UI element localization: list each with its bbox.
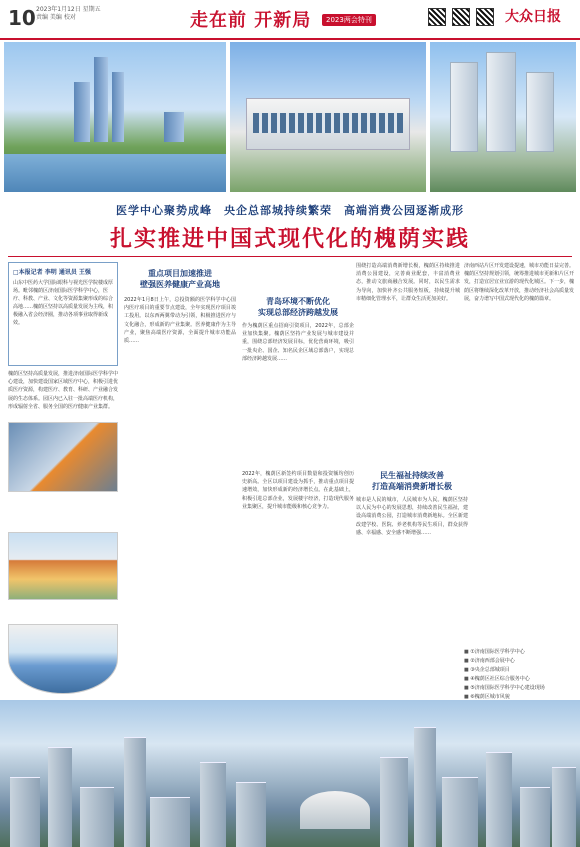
byline: □本报记者 李明 通讯员 王强 <box>13 269 91 276</box>
office-towers-photo <box>430 42 576 192</box>
section-heading-3: 民生福祉持续改善 打造高端消费新增长极 <box>372 471 452 491</box>
caption-item: ■ ⑤济南国际医学科学中心建设现场 <box>464 684 574 693</box>
section-body-2: 作为槐荫区重点招商引资项目，2022年，总部企业加快集聚。槐荫区坚持产业发展与城市建设并重，围绕总部经济发展目标，优化营商环境，吸引一批央企、国企、知名民企区域总部落户，实现总部经济跨越发展…… <box>242 323 354 362</box>
main-headline: 扎实推进中国式现代化的槐荫实践 <box>109 226 470 252</box>
divider <box>8 256 572 257</box>
special-badge: 2023两会特刊 <box>322 14 376 26</box>
column-text-2: 2022年，槐荫区新签约项目数量和投资额均创历史新高。全区以项目建设为抓手，推动重点项目提速增效，加快形成新的经济增长点。在此基础上，积极引进总部企业，发展楼宇经济，打造现代服务业集聚区，提升城市能级和核心竞争力。 <box>242 471 354 510</box>
date-line-1: 2023年1月12日 星期五 <box>36 6 101 13</box>
section-body-1: 2022年1月8日上午，总投资额的医学科学中心国内医疗项目的重要节点建设，全年实现医疗项目竣工投用。以东西两翼带动为引领，积极推进医疗与文化融合，形成新的产业集聚。医养健康作为主导产业，聚焦高端医疗资源，全面提升城市功能品质…… <box>124 297 236 345</box>
caption-item: ■ ⑥槐荫区城市风貌 <box>464 693 574 702</box>
sub-headline: 医学中心聚势成峰 央企总部城持续繁荣 高端消费公园逐渐成形 <box>116 204 464 217</box>
caption-item: ■ ①济南国际医学科学中心 <box>464 648 574 657</box>
section-heading-2: 青岛环境不断优化 实现总部经济跨越发展 <box>258 297 338 317</box>
qr-code-icon <box>428 8 446 26</box>
qr-code-icon <box>452 8 470 26</box>
column-text-1: 槐荫区坚持高质量发展，推进济南国际医学科学中心建设，加快建设国家区域医疗中心，积极引进优质医疗资源，构建医疗、教育、科研、产业融合发展的生态体系。园区内已入驻一批高端医疗机构，形成辐射全省、服务全国的医疗健康产业集群。 <box>8 371 118 410</box>
caption-item: ■ ③央企总部城项目 <box>464 666 574 675</box>
intro-text: 山东中医药大学国际眼科与视光医学院楼成厚场。毗邻槐荫区济南国际医学科学中心，医疗、科教、产业、文化等资源集聚形成的综合高地……槐荫区坚持以高质量发展为主线，积极融入省会经济圈，推动各项事业取得新成效。 <box>13 280 114 326</box>
workers-photo <box>8 422 118 492</box>
section-heading-1: 重点项目加速推进 壁强医养健康产业高地 <box>140 269 220 289</box>
residential-building-photo <box>8 532 118 600</box>
intro-box <box>8 262 118 366</box>
column-text-4: 济南西站片区开发建设提速，城市功能日益完善。槐荫区坚持规划引领，统筹推进城市更新和片区开发，打造宜居宜业宜游的现代化城区。下一步，槐荫区将继续深化改革开放，推动经济社会高质量发展，奋力谱写中国式现代化的槐荫篇章。 <box>464 263 574 302</box>
city-skyline-photo <box>4 42 226 192</box>
medical-center-photo <box>230 42 426 192</box>
qr-code-icon <box>476 8 494 26</box>
newspaper-logo: 大众日报 <box>505 9 561 25</box>
date-line <box>36 6 101 22</box>
stadium-photo <box>8 624 118 694</box>
section-title: 走在前 开新局 <box>190 10 312 31</box>
caption-item: ■ ④槐荫区社区综合服务中心 <box>464 675 574 684</box>
city-panorama-photo <box>0 700 580 847</box>
photo-captions <box>464 648 574 702</box>
column-text-3: 围绕打造高端消费新增长极，槐荫区持续推进消费公园建设，完善商业配套，丰富消费业态，推动文旅商融合发展。同时，以民生需求为导向，加快补齐公共服务短板，持续提升城市精细化管理水平，让群众生活更加美好。 <box>356 263 460 302</box>
date-line-2: 责编 美编 校对 <box>36 14 76 21</box>
page-number: 10 <box>8 6 36 30</box>
caption-item: ■ ②济南西部会展中心 <box>464 657 574 666</box>
page-header <box>0 0 580 40</box>
section-body-3: 城市是人民的城市，人民城市为人民。槐荫区坚持以人民为中心的发展思想，持续改善民生福祉，建设高端消费公园，打造城市消费新地标。全区新建改建学校、医院、养老机构等民生项目，群众获得感、幸福感、安全感不断增强…… <box>356 497 468 536</box>
